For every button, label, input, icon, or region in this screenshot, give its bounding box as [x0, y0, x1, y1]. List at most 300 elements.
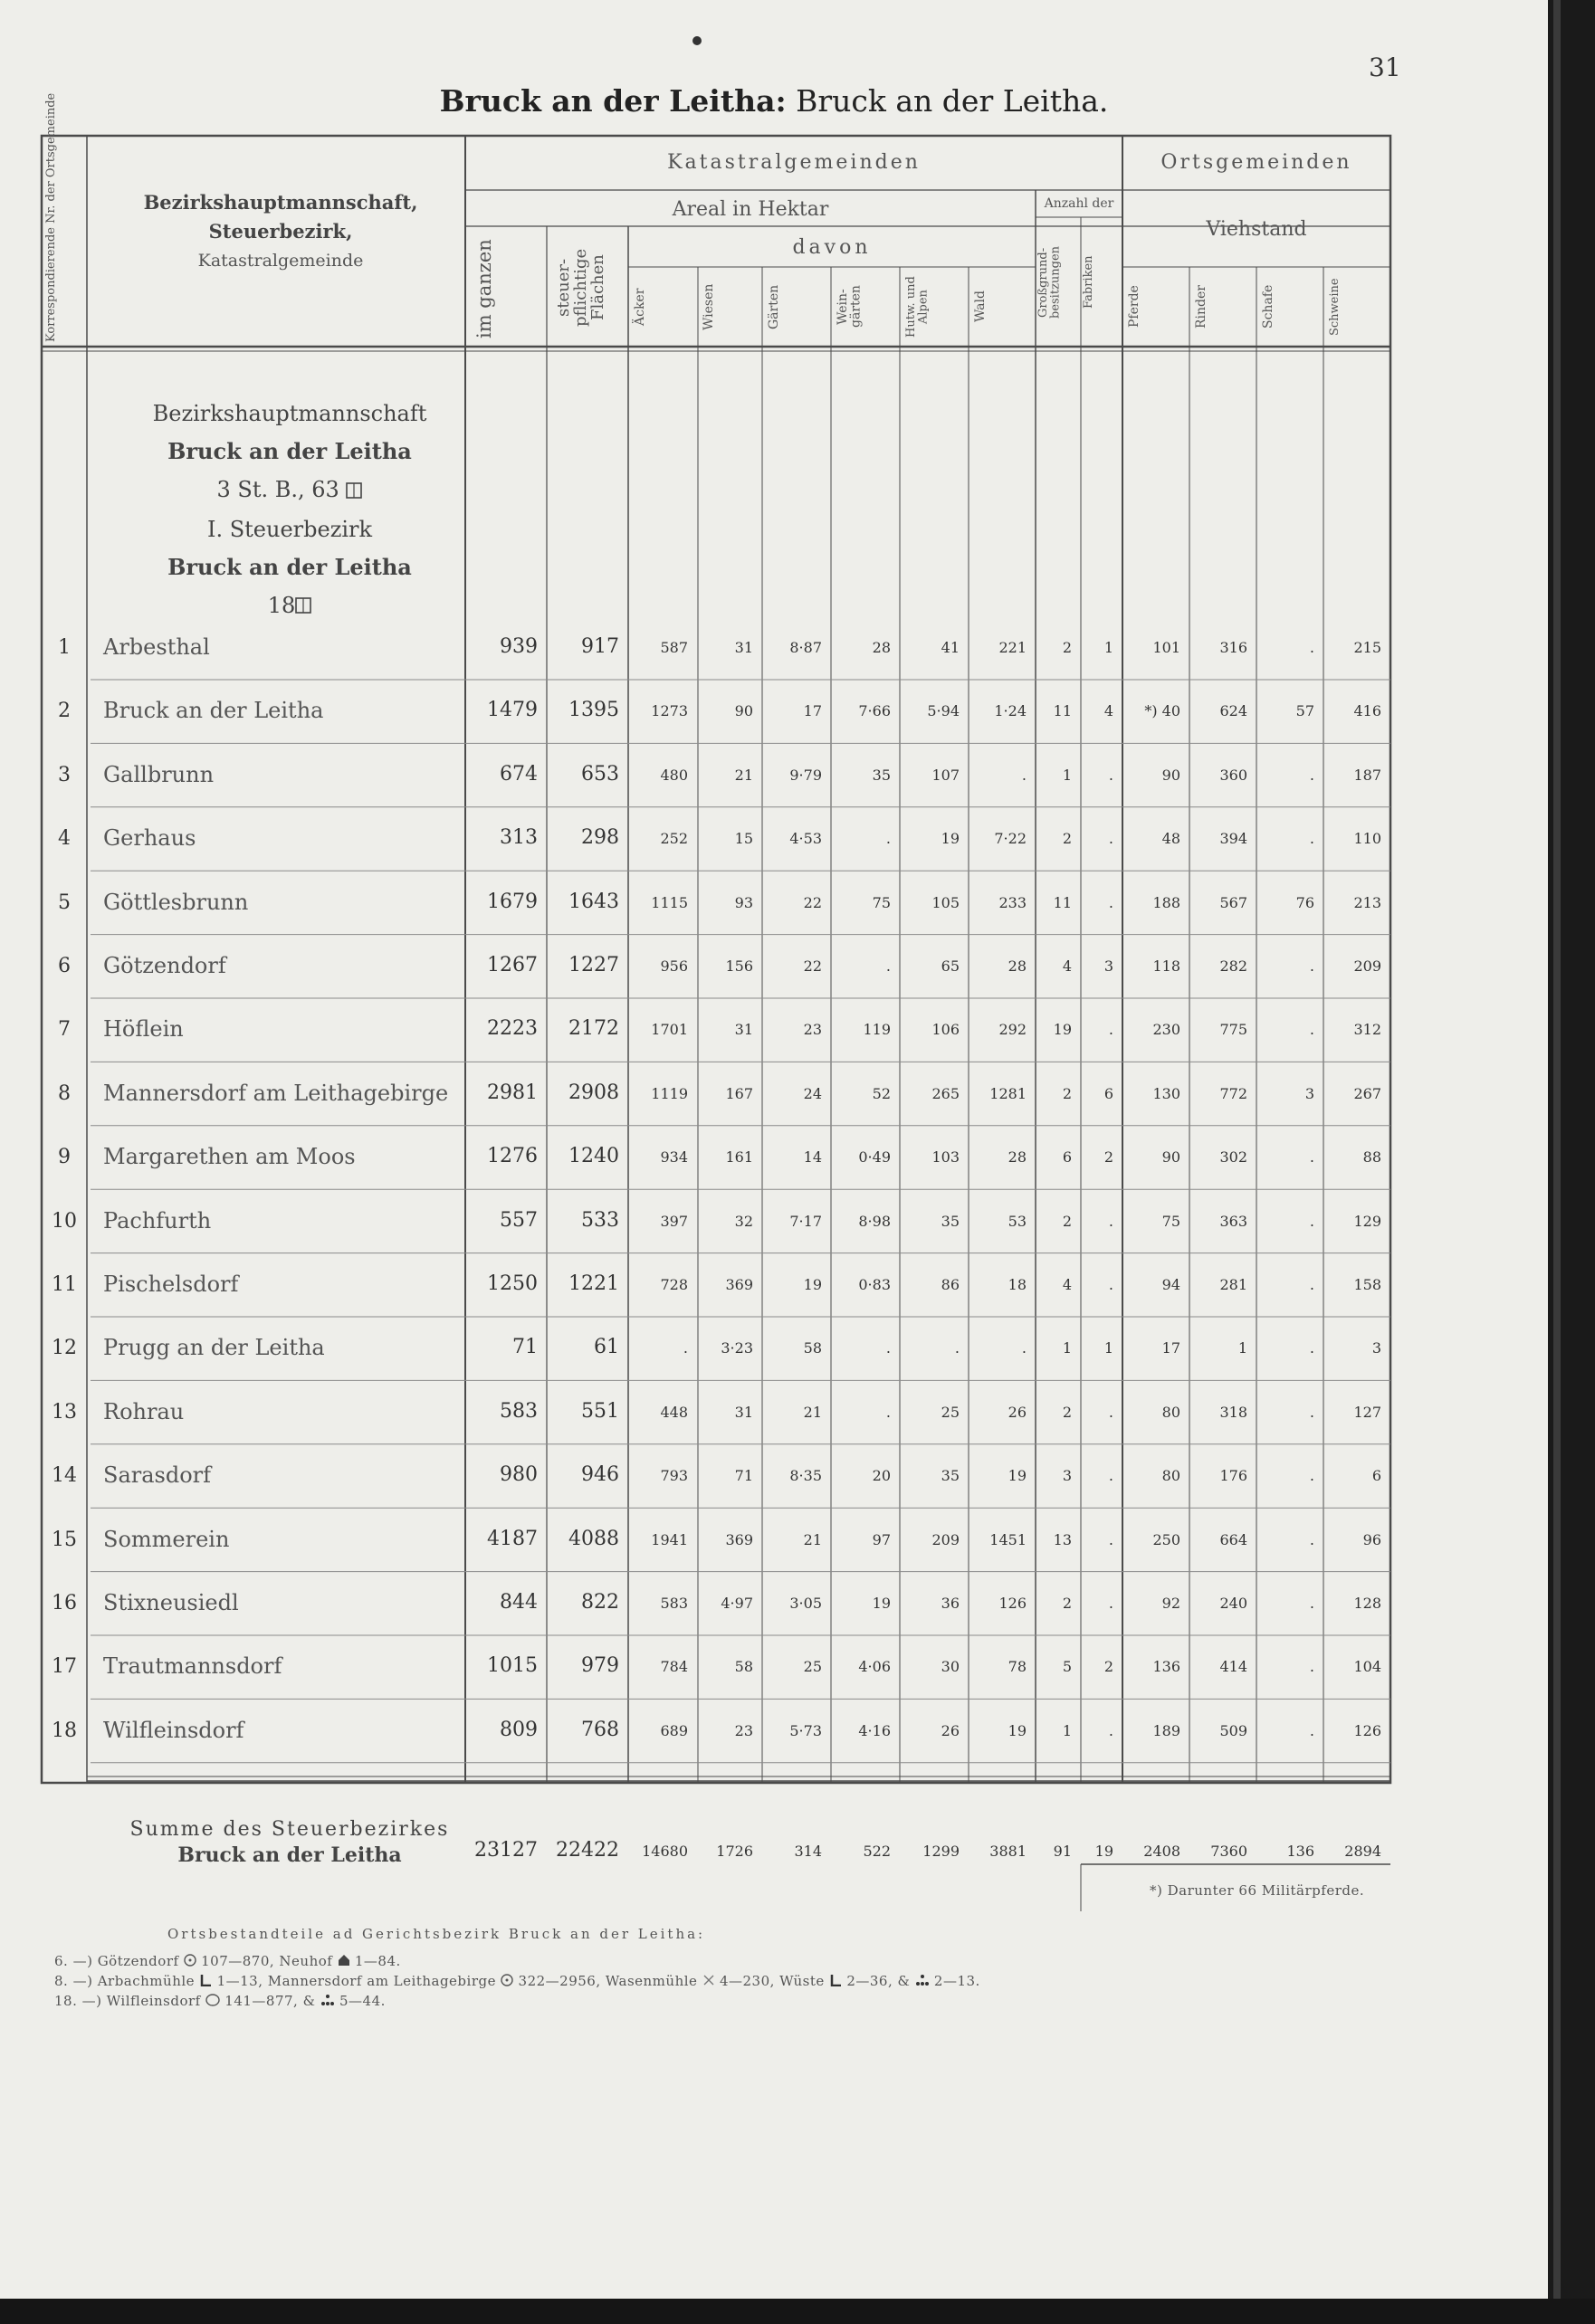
corr-nr-header: Korrespondierende Nr. der Ortsgemeinde: [44, 92, 58, 342]
cell-steuer: 653: [581, 762, 619, 786]
summe-wein: 522: [863, 1843, 891, 1860]
cell-rinder: 281: [1219, 1276, 1247, 1293]
row-number: 4: [58, 827, 71, 851]
cell-aecker: 1701: [651, 1021, 688, 1039]
cell-pferde: 189: [1152, 1721, 1180, 1739]
intro-l6-wrap: [127, 586, 453, 626]
cell-ganzen: 71: [512, 1336, 538, 1359]
rinder-header: Rinder: [1194, 285, 1208, 329]
katastral-name: Göttlesbrunn: [103, 889, 249, 915]
cell-schafe: .: [1309, 1212, 1314, 1230]
cell-fab: .: [1108, 766, 1113, 784]
row-number: 1: [58, 636, 71, 659]
cell-wiesen: 23: [734, 1721, 753, 1739]
cell-pferde: 250: [1152, 1530, 1180, 1548]
cell-schafe: .: [1309, 1339, 1314, 1357]
cell-wiesen: 167: [725, 1084, 753, 1102]
summe-label: [127, 1817, 453, 1868]
cell-pferde: 75: [1161, 1212, 1180, 1230]
cell-fab: .: [1108, 1403, 1113, 1421]
cell-aecker: 956: [660, 957, 688, 975]
footer-8b: 1—13, Mannersdorf am Leithagebirge: [216, 1973, 496, 1989]
cell-pferde: *) 40: [1144, 702, 1180, 720]
row-number: 2: [58, 700, 71, 723]
cell-gross: 19: [1053, 1021, 1072, 1039]
summe-schweine: 2894: [1344, 1843, 1381, 1860]
cell-gaerten: 9·79: [789, 766, 822, 784]
cell-gaerten: 22: [803, 957, 822, 975]
cell-wiesen: 31: [734, 639, 753, 656]
running-head-bold: Bruck an der Leitha:: [439, 83, 787, 119]
cell-ganzen: 674: [500, 762, 538, 786]
cell-pferde: 90: [1161, 1148, 1180, 1167]
cell-gross: 2: [1062, 1212, 1072, 1230]
katastral-name: Wilfleinsdorf: [103, 1717, 244, 1743]
cell-rinder: 567: [1219, 893, 1247, 911]
cell-pferde: 188: [1152, 893, 1180, 911]
summe-gaerten: 314: [794, 1843, 822, 1860]
intro-l6: 18: [267, 592, 296, 618]
cell-wiesen: 31: [734, 1403, 753, 1421]
summe-steuer: 22422: [556, 1839, 619, 1862]
cell-wein: .: [885, 1339, 891, 1357]
cell-hutw: .: [954, 1339, 960, 1357]
row-number: 13: [52, 1400, 77, 1424]
intro-l2: Bruck an der Leitha: [167, 438, 412, 464]
cell-fab: .: [1108, 1212, 1113, 1230]
circle-icon: [205, 1994, 220, 2010]
cell-wiesen: 21: [734, 766, 753, 784]
cell-pferde: 101: [1152, 639, 1180, 656]
cell-schafe: .: [1309, 1467, 1314, 1485]
row-number: 18: [52, 1719, 77, 1742]
cell-steuer: 551: [581, 1399, 619, 1423]
footnote-star: *) Darunter 66 Militärpferde.: [1150, 1882, 1365, 1899]
cell-steuer: 768: [581, 1718, 619, 1741]
cell-hutw: 103: [931, 1148, 960, 1167]
katastral-name: Götzendorf: [103, 953, 226, 978]
cell-gross: 2: [1062, 639, 1072, 656]
running-head-rest: Bruck an der Leitha.: [796, 83, 1109, 119]
cell-wiesen: 161: [725, 1148, 753, 1167]
cell-fab: 4: [1103, 702, 1113, 720]
footer-8d: 4—230, Wüste: [719, 1973, 825, 1989]
cell-pferde: 136: [1152, 1658, 1180, 1676]
cell-aecker: 689: [660, 1721, 688, 1739]
cell-schweine: 128: [1353, 1595, 1381, 1612]
cell-ganzen: 1276: [487, 1145, 538, 1168]
cell-steuer: 298: [581, 826, 619, 850]
cell-pferde: 90: [1161, 766, 1180, 784]
cell-wein: .: [885, 1403, 891, 1421]
katastral-name: Höflein: [103, 1016, 184, 1043]
footer-6a: 6. —) Götzendorf: [54, 1953, 179, 1969]
steuerpflichtig-header: steuer-pflichtige Flächen: [554, 248, 607, 328]
cell-wald: 28: [1008, 1148, 1027, 1167]
cell-wein: 119: [863, 1021, 891, 1039]
cell-wiesen: 156: [725, 957, 753, 975]
district-header: [100, 188, 462, 275]
cell-wald: 1281: [989, 1084, 1027, 1102]
cell-steuer: 1643: [568, 890, 619, 913]
katastral-name: Sarasdorf: [103, 1462, 212, 1489]
cell-wein: 75: [872, 893, 891, 911]
summe-fab: 19: [1094, 1843, 1113, 1860]
cell-fab: .: [1108, 1530, 1113, 1548]
cell-wein: 28: [872, 639, 891, 656]
cell-schweine: 3: [1371, 1339, 1381, 1357]
footer-6b: 107—870, Neuhof: [201, 1953, 333, 1969]
summe-wiesen: 1726: [716, 1843, 753, 1860]
cell-schweine: 6: [1371, 1467, 1381, 1485]
cell-gaerten: 5·73: [789, 1721, 822, 1739]
footer-18a: 18. —) Wilfleinsdorf: [54, 1993, 201, 2009]
cell-rinder: 775: [1219, 1021, 1247, 1039]
summe-gross: 91: [1053, 1843, 1072, 1860]
cell-gross: 1: [1062, 766, 1072, 784]
row-number: 7: [58, 1018, 71, 1042]
cell-aecker: 1119: [651, 1084, 688, 1102]
footer-6c: 1—84.: [354, 1953, 401, 1969]
mill-icon: [199, 1974, 212, 1990]
cell-schweine: 127: [1353, 1403, 1381, 1421]
cell-schweine: 88: [1362, 1148, 1381, 1167]
cell-pferde: 94: [1161, 1276, 1180, 1293]
cell-rinder: 318: [1219, 1403, 1247, 1421]
cell-schafe: .: [1309, 1530, 1314, 1548]
cell-gaerten: 17: [803, 702, 822, 720]
cell-hutw: 25: [941, 1403, 960, 1421]
cell-wiesen: 15: [734, 830, 753, 848]
intro-l5: Bruck an der Leitha: [167, 553, 412, 580]
cell-gaerten: 8·87: [789, 639, 822, 656]
district-header-l1: Bezirkshauptmannschaft,: [143, 191, 418, 214]
cell-steuer: 917: [581, 635, 619, 658]
row-number: 5: [58, 891, 71, 914]
cell-wein: 52: [872, 1084, 891, 1102]
cell-steuer: 1240: [568, 1145, 619, 1168]
cell-schafe: .: [1309, 1595, 1314, 1612]
cell-steuer: 4088: [568, 1527, 619, 1550]
footer-line-8: [54, 1973, 980, 1990]
cell-wein: 35: [872, 766, 891, 784]
cell-wald: 292: [998, 1021, 1027, 1039]
map-symbol-icon: [346, 472, 362, 510]
cell-steuer: 1395: [568, 699, 619, 722]
summe-ganzen: 23127: [474, 1839, 538, 1862]
cell-gaerten: 7·17: [789, 1212, 822, 1230]
cell-schafe: 76: [1295, 893, 1314, 911]
schafe-header: Schafe: [1261, 284, 1275, 329]
row-number: 11: [52, 1273, 77, 1296]
scan-edge-grain: [1553, 0, 1561, 2324]
cell-pferde: 130: [1152, 1084, 1180, 1102]
katastral-name: Gallbrunn: [103, 761, 215, 787]
cell-fab: .: [1108, 1276, 1113, 1293]
cell-gross: 2: [1062, 1084, 1072, 1102]
cell-wiesen: 71: [734, 1467, 753, 1485]
cell-wald: 18: [1008, 1276, 1027, 1293]
summe-schafe: 136: [1286, 1843, 1314, 1860]
scan-edge-right: [1548, 0, 1595, 2324]
cell-schweine: 213: [1353, 893, 1381, 911]
orts-header: Ortsgemeinden: [1160, 151, 1352, 174]
cell-wiesen: 369: [725, 1530, 753, 1548]
cell-wald: 233: [998, 893, 1027, 911]
cell-hutw: 65: [941, 957, 960, 975]
dots-icon: [915, 1974, 930, 1990]
cell-wein: 7·66: [858, 702, 891, 720]
cell-schafe: .: [1309, 1721, 1314, 1739]
cell-ganzen: 4187: [487, 1527, 538, 1550]
cell-wein: 8·98: [858, 1212, 891, 1230]
district-header-l3: Katastralgemeinde: [197, 251, 364, 271]
katastral-name: Rohrau: [103, 1398, 185, 1424]
cell-rinder: 624: [1219, 702, 1247, 720]
cell-gaerten: 21: [803, 1403, 822, 1421]
cell-pferde: 48: [1161, 830, 1180, 848]
cell-wein: 20: [872, 1467, 891, 1485]
cell-aecker: 397: [660, 1212, 688, 1230]
mill-icon-2: [829, 1974, 842, 1990]
katastral-name: Arbesthal: [103, 634, 210, 660]
gaerten-header: Gärten: [767, 284, 781, 329]
wald-header: Wald: [973, 290, 988, 323]
cell-wald: 7·22: [994, 830, 1027, 848]
cell-gaerten: 4·53: [789, 830, 822, 848]
cell-steuer: 533: [581, 1208, 619, 1232]
cell-schweine: 129: [1353, 1212, 1381, 1230]
cell-wein: 4·06: [858, 1658, 891, 1676]
row-number: 17: [52, 1655, 77, 1679]
katastral-header: Katastralgemeinden: [667, 151, 921, 174]
cell-gaerten: 19: [803, 1276, 822, 1293]
cell-hutw: 107: [931, 766, 960, 784]
cell-schweine: 312: [1353, 1021, 1381, 1039]
cell-ganzen: 1679: [487, 890, 538, 913]
cell-pferde: 80: [1161, 1403, 1180, 1421]
intro-l3-wrap: [127, 471, 453, 510]
cell-aecker: 480: [660, 766, 688, 784]
cell-ganzen: 980: [500, 1463, 538, 1487]
cell-hutw: 5·94: [927, 702, 960, 720]
cell-schweine: 126: [1353, 1721, 1381, 1739]
cell-gross: 4: [1062, 957, 1072, 975]
row-number: 16: [52, 1592, 77, 1614]
cell-wein: 19: [872, 1595, 891, 1612]
cell-schafe: .: [1309, 766, 1314, 784]
cell-steuer: 979: [581, 1654, 619, 1678]
cell-wein: 97: [872, 1530, 891, 1548]
cell-steuer: 822: [581, 1591, 619, 1614]
intro-l1: Bezirkshauptmannschaft: [152, 401, 427, 426]
footer-18b: 141—877, &: [224, 1993, 316, 2009]
cell-wald: 126: [998, 1595, 1027, 1612]
cell-hutw: 86: [941, 1276, 960, 1293]
cell-wiesen: 93: [734, 893, 753, 911]
cell-gross: 5: [1062, 1658, 1072, 1676]
cell-ganzen: 809: [500, 1718, 538, 1741]
cell-wein: 4·16: [858, 1721, 891, 1739]
cell-rinder: 664: [1219, 1530, 1247, 1548]
cell-gross: 1: [1062, 1721, 1072, 1739]
cell-gross: 1: [1062, 1339, 1072, 1357]
weingaerten-header: Wein-gärten: [836, 285, 864, 329]
cell-schweine: 416: [1353, 702, 1381, 720]
footer-8a: 8. —) Arbachmühle: [54, 1973, 196, 1989]
cell-schafe: .: [1309, 1658, 1314, 1676]
cell-schafe: .: [1309, 1403, 1314, 1421]
cell-schweine: 96: [1362, 1530, 1381, 1548]
katastral-name: Mannersdorf am Leithagebirge: [103, 1080, 449, 1106]
summe-aecker: 14680: [642, 1843, 688, 1860]
cell-wald: 26: [1008, 1403, 1027, 1421]
cell-pferde: 80: [1161, 1467, 1180, 1485]
cell-gross: 11: [1053, 702, 1072, 720]
row-number: 8: [58, 1081, 71, 1105]
cell-gross: 2: [1062, 1403, 1072, 1421]
katastral-name: Trautmannsdorf: [103, 1653, 282, 1680]
cell-ganzen: 939: [500, 635, 538, 658]
circle-dot-icon-2: [501, 1974, 513, 1990]
cell-hutw: 19: [941, 830, 960, 848]
cell-hutw: 41: [941, 639, 960, 656]
cell-aecker: 583: [660, 1595, 688, 1612]
cell-aecker: 784: [660, 1658, 688, 1676]
cell-aecker: 587: [660, 639, 688, 656]
cell-schafe: .: [1309, 1148, 1314, 1167]
katastral-name: Stixneusiedl: [103, 1590, 239, 1615]
cell-wald: 19: [1008, 1467, 1027, 1485]
cell-wiesen: 31: [734, 1021, 753, 1039]
cell-schafe: .: [1309, 1276, 1314, 1293]
cell-fab: 2: [1103, 1148, 1113, 1167]
cell-gross: 11: [1053, 893, 1072, 911]
cell-wald: .: [1021, 1339, 1027, 1357]
intro-block: [127, 395, 453, 625]
cell-steuer: 1227: [568, 954, 619, 976]
scan-edge-bottom: [0, 2299, 1595, 2324]
cell-gaerten: 8·35: [789, 1467, 822, 1485]
cell-wald: 28: [1008, 957, 1027, 975]
cell-wein: 0·49: [858, 1148, 891, 1167]
cell-wald: 78: [1008, 1658, 1027, 1676]
im-ganzen-header: im ganzen: [473, 239, 495, 339]
cell-aecker: .: [683, 1339, 688, 1357]
cell-steuer: 2172: [568, 1017, 619, 1041]
footer-heading: Ortsbestandteile ad Gerichtsbezirk Bruck an der Leitha:: [167, 1926, 706, 1942]
katastral-name: Bruck an der Leitha: [103, 698, 324, 724]
cell-schafe: 57: [1295, 702, 1314, 720]
hutw-header: Hutw. und Alpen: [904, 276, 931, 338]
schweine-header: Schweine: [1328, 278, 1342, 336]
cell-fab: .: [1108, 1467, 1113, 1485]
cell-steuer: 61: [594, 1336, 619, 1359]
summe-rinder: 7360: [1210, 1843, 1247, 1860]
cell-wein: .: [885, 830, 891, 848]
cell-steuer: 946: [581, 1463, 619, 1487]
cell-schweine: 209: [1353, 957, 1381, 975]
cell-aecker: 448: [660, 1403, 688, 1421]
cell-gaerten: 23: [803, 1021, 822, 1039]
cell-wiesen: 4·97: [721, 1595, 753, 1612]
cell-schweine: 215: [1353, 639, 1381, 656]
row-number: 14: [52, 1464, 77, 1488]
cell-rinder: 414: [1219, 1658, 1247, 1676]
cell-fab: .: [1108, 830, 1113, 848]
cell-pferde: 230: [1152, 1021, 1180, 1039]
cell-fab: .: [1108, 1595, 1113, 1612]
katastral-name: Pachfurth: [103, 1207, 212, 1233]
footer-8e: 2—36, &: [846, 1973, 911, 1989]
page-number: 31: [1369, 52, 1401, 82]
cell-hutw: 30: [941, 1658, 960, 1676]
cell-gross: 6: [1062, 1148, 1072, 1167]
grossgrund-header: Großgrund-besitzungen: [1036, 245, 1063, 319]
circle-dot-icon: [184, 1954, 196, 1970]
cell-rinder: 282: [1219, 957, 1247, 975]
cell-fab: 2: [1103, 1658, 1113, 1676]
cell-wein: .: [885, 957, 891, 975]
cell-hutw: 106: [931, 1021, 960, 1039]
cell-ganzen: 2981: [487, 1081, 538, 1104]
cell-schafe: .: [1309, 639, 1314, 656]
cell-schafe: 3: [1304, 1084, 1314, 1102]
cell-schafe: .: [1309, 1021, 1314, 1039]
cell-hutw: 105: [931, 893, 960, 911]
cell-ganzen: 844: [500, 1591, 538, 1614]
footer-18c: 5—44.: [339, 1993, 386, 2009]
cell-ganzen: 1015: [487, 1654, 538, 1678]
summe-hutw: 1299: [922, 1843, 960, 1860]
cell-schweine: 104: [1353, 1658, 1381, 1676]
katastral-name: Prugg an der Leitha: [103, 1335, 325, 1361]
cell-wald: 221: [998, 639, 1027, 656]
district-header-l2: Steuerbezirk,: [208, 220, 353, 243]
aecker-header: Äcker: [633, 288, 647, 326]
row-number: 6: [58, 955, 71, 977]
areal-header: Areal in Hektar: [672, 198, 829, 221]
cell-aecker: 1115: [651, 893, 688, 911]
cell-hutw: 36: [941, 1595, 960, 1612]
footer-8c: 322—2956, Wasenmühle: [518, 1973, 698, 1989]
cell-schweine: 267: [1353, 1084, 1381, 1102]
cell-ganzen: 1267: [487, 954, 538, 976]
cell-wiesen: 369: [725, 1276, 753, 1293]
cross-icon: [702, 1974, 715, 1990]
cell-gaerten: 3·05: [789, 1595, 822, 1612]
cell-gaerten: 22: [803, 893, 822, 911]
cell-schafe: .: [1309, 957, 1314, 975]
intro-l3: 3 St. B., 63: [216, 477, 339, 502]
cell-fab: .: [1108, 1721, 1113, 1739]
cell-rinder: 363: [1219, 1212, 1247, 1230]
cell-wiesen: 58: [734, 1658, 753, 1676]
cell-ganzen: 1250: [487, 1272, 538, 1295]
cell-gross: 2: [1062, 830, 1072, 848]
cell-rinder: 1: [1237, 1339, 1247, 1357]
footer-8f: 2—13.: [933, 1973, 980, 1989]
cell-steuer: 2908: [568, 1081, 619, 1104]
cell-gross: 2: [1062, 1595, 1072, 1612]
cell-hutw: 209: [931, 1530, 960, 1548]
cell-wiesen: 3·23: [721, 1339, 753, 1357]
cell-gaerten: 24: [803, 1084, 822, 1102]
katastral-name: Sommerein: [103, 1526, 230, 1552]
pferde-header: Pferde: [1127, 285, 1141, 329]
cell-wein: 0·83: [858, 1276, 891, 1293]
cell-aecker: 252: [660, 830, 688, 848]
